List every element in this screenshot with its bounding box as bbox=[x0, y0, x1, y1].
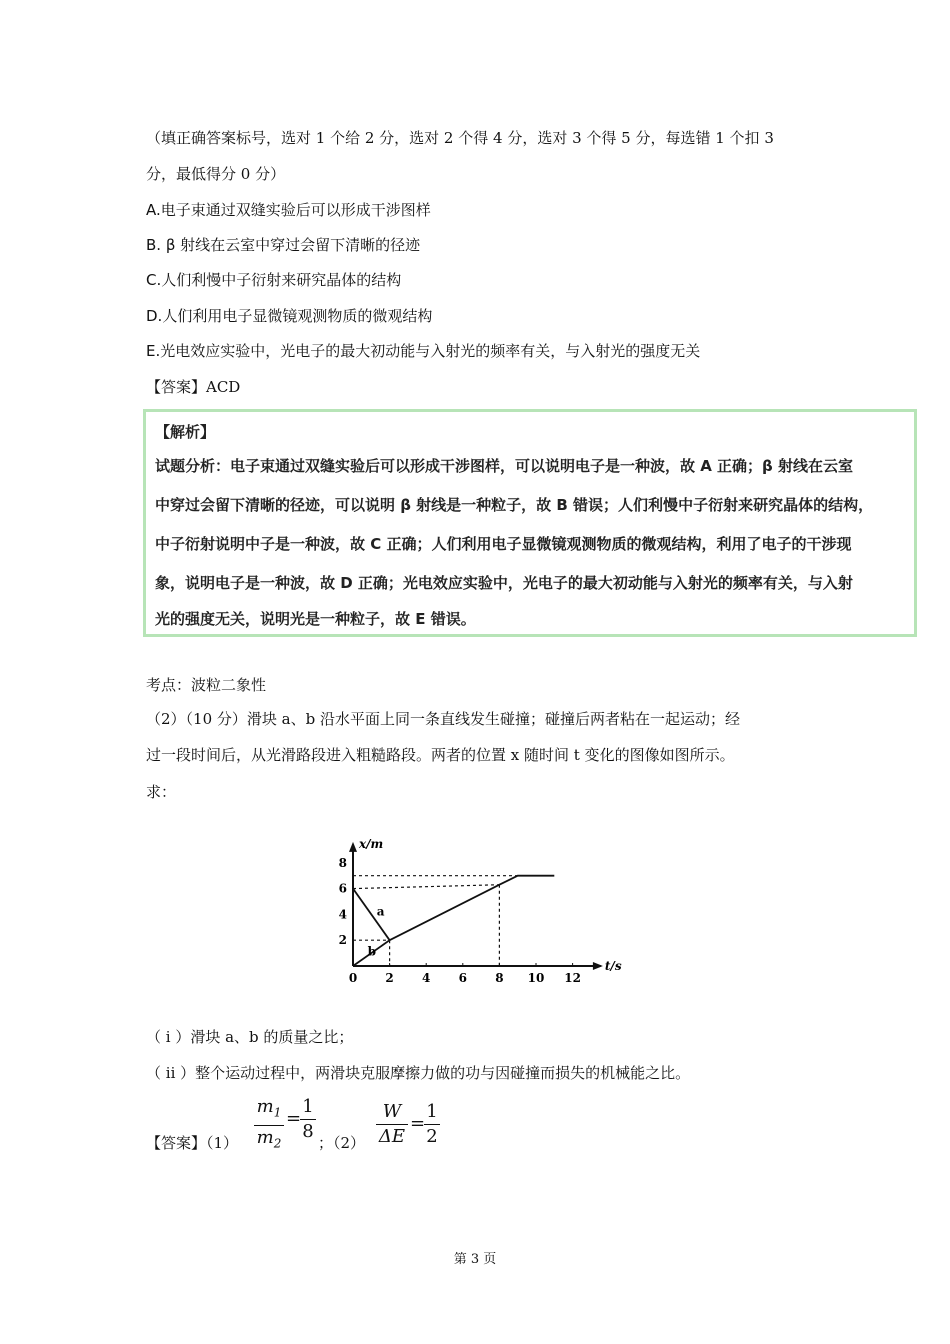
problem2-line-1: （2）（10 分）滑块 a、b 沿水平面上同一条直线发生碰撞；碰撞后两者粘在一起运动；经 bbox=[146, 710, 740, 728]
option-e: E.光电效应实验中，光电子的最大初动能与入射光的频率有关，与入射光的强度无关 bbox=[146, 342, 701, 360]
dashed-guide-y6 bbox=[353, 885, 499, 889]
answer-2-part2: ；（2） bbox=[318, 1134, 366, 1152]
x-tick-label: 10 bbox=[527, 971, 545, 985]
mass-ratio-denominator: $m_2$ bbox=[256, 1126, 282, 1151]
x-tick-label: 0 bbox=[348, 971, 358, 985]
instruction-line-2: 分，最低得分 0 分） bbox=[146, 165, 286, 183]
series-line-combined bbox=[390, 876, 555, 941]
position-time-chart bbox=[325, 815, 645, 990]
mass-ratio-numerator: $m_1$ bbox=[256, 1096, 282, 1120]
analysis-line-5: 光的强度无关，说明光是一种粒子，故 E 错误。 bbox=[155, 610, 476, 628]
option-c: C.人们利慢中子衍射来研究晶体的结构 bbox=[146, 271, 402, 289]
analysis-line-1: 试题分析：电子束通过双缝实验后可以形成干涉图样，可以说明电子是一种波，故 A 正确；β 射线在云室 bbox=[155, 457, 854, 475]
analysis-heading: 【解析】 bbox=[155, 423, 216, 441]
x-tick-label: 4 bbox=[422, 971, 431, 985]
analysis-line-4: 象，说明电子是一种波，故 D 正确；光电效应实验中，光电子的最大初动能与入射光的频率有关，与入射 bbox=[155, 574, 853, 592]
x-axis-label: t/s bbox=[604, 959, 622, 973]
equals-sign-1: = bbox=[286, 1108, 302, 1129]
equals-sign-2: = bbox=[410, 1113, 426, 1134]
mass-ratio-fraction bbox=[254, 1096, 284, 1154]
option-d: D.人们利用电子显微镜观测物质的微观结构 bbox=[146, 307, 433, 325]
series-label-a: a bbox=[376, 904, 385, 919]
question-i: （ i ）滑块 a、b 的质量之比； bbox=[146, 1028, 354, 1046]
answer-1: 【答案】ACD bbox=[146, 378, 241, 396]
y-axis-arrow bbox=[349, 842, 357, 852]
x-tick-label: 8 bbox=[495, 971, 504, 985]
option-b: B. β 射线在云室中穿过会留下清晰的径迹 bbox=[146, 236, 421, 254]
series-label-b: b bbox=[367, 944, 377, 959]
energy-ratio-fraction: W ΔE bbox=[376, 1101, 408, 1148]
x-axis-arrow bbox=[593, 962, 603, 970]
y-tick-label: 8 bbox=[338, 855, 347, 870]
kaodian: 考点：波粒二象性 bbox=[146, 676, 267, 694]
energy-ratio-result: 1 2 bbox=[424, 1101, 440, 1148]
y-tick-label: 6 bbox=[338, 881, 347, 896]
x-tick-label: 2 bbox=[385, 971, 394, 985]
mass-ratio-result: 1 8 bbox=[300, 1096, 316, 1143]
x-tick-label: 12 bbox=[564, 971, 581, 985]
analysis-line-3: 中子衍射说明中子是一种波，故 C 正确；人们利用电子显微镜观测物质的微观结构，利用了电子的干涉现 bbox=[155, 535, 852, 553]
y-tick-label: 2 bbox=[338, 933, 347, 948]
question-ii: （ ii ）整个运动过程中，两滑块克服摩擦力做的功与因碰撞而损失的机械能之比。 bbox=[146, 1064, 691, 1082]
problem2-line-3: 求： bbox=[146, 783, 177, 801]
analysis-line-2: 中穿过会留下清晰的径迹，可以说明 β 射线是一种粒子，故 B 错误；人们利慢中子衍射来研究晶体的结构， bbox=[155, 496, 874, 514]
y-axis-label: x/m bbox=[359, 836, 384, 851]
answer-2-label: 【答案】（1） bbox=[146, 1134, 239, 1152]
page-footer: 第 3 页 bbox=[453, 1252, 497, 1267]
instruction-line-1: （填正确答案标号，选对 1 个给 2 分，选对 2 个得 4 分，选对 3 个得 5 分，每选错 1 个扣 3 bbox=[146, 129, 774, 147]
x-tick-label: 6 bbox=[458, 971, 467, 985]
analysis-box bbox=[143, 409, 917, 637]
problem2-line-2: 过一段时间后，从光滑路段进入粗糙路段。两者的位置 x 随时间 t 变化的图像如图所示。 bbox=[146, 746, 735, 764]
y-tick-label: 4 bbox=[338, 907, 347, 922]
option-a: A.电子束通过双缝实验后可以形成干涉图样 bbox=[146, 201, 431, 219]
